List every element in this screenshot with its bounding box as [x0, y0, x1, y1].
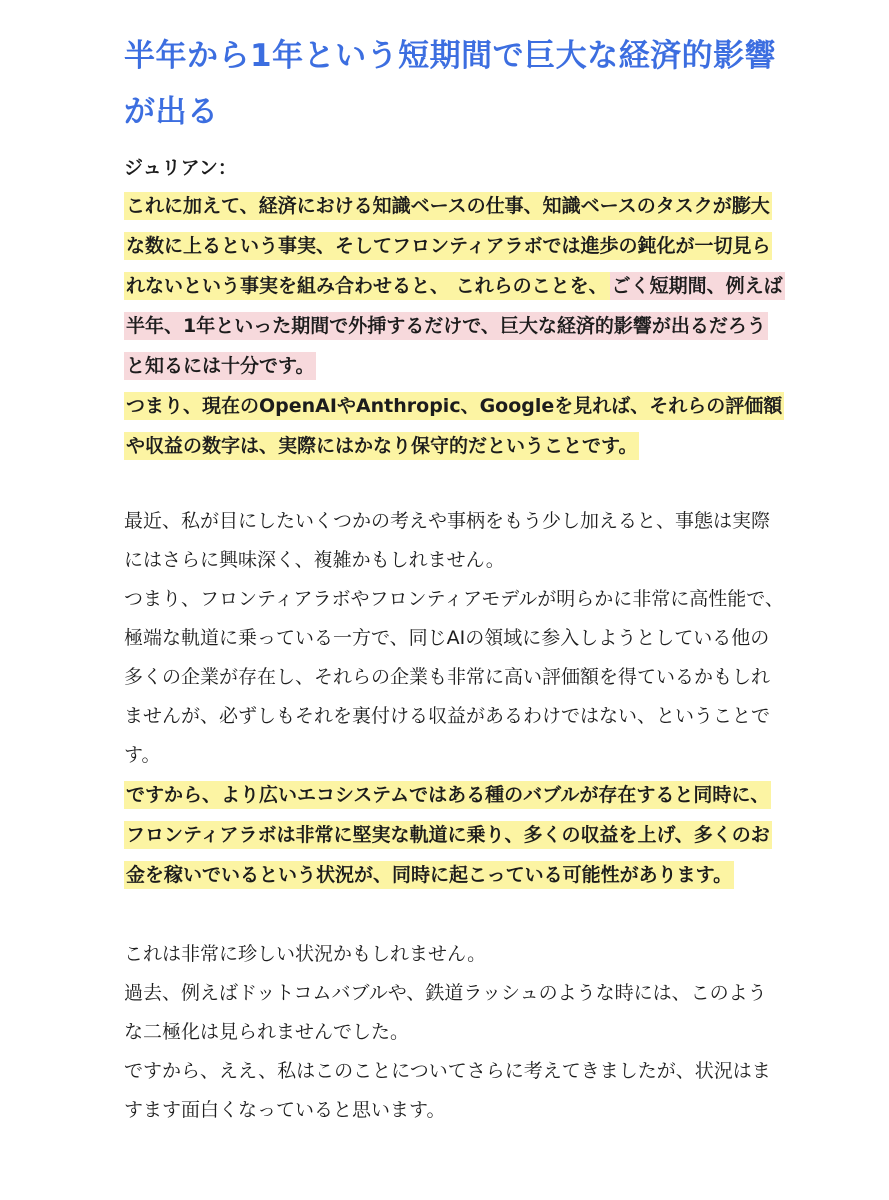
spacer — [124, 466, 784, 502]
paragraph-3: これは非常に珍しい状況かもしれません。 — [124, 943, 487, 965]
article — [124, 28, 784, 1130]
spacer — [124, 895, 784, 935]
yellow-highlight-1: これに加えて、経済における知識ベースの仕事、知識ベースのタスクが膨大な数に上るという事実、そしてフロンティアラボでは進歩の鈍化が一切見られないという事実を組み合わせると、 これらのことを、 — [124, 192, 772, 300]
highlighted-paragraph-2 — [124, 775, 784, 895]
paragraph-5: ですから、ええ、私はこのことについてさらに考えてきましたが、状況はますます面白くなっていると思います。 — [124, 1060, 771, 1121]
paragraph-2: つまり、フロンティアラボやフロンティアモデルが明らかに非常に高性能で、極端な軌道に乗っている一方で、同じAIの領域に参入しようとしている他の多くの企業が存在し、それらの企業も非常に高い評価額を得ているかもしれませんが、必ずしもそれを裏付ける収益があるわけではない、ということです。 — [124, 588, 784, 766]
yellow-highlight-3: ですから、より広いエコシステムではある種のバブルが存在すると同時に、フロンティアラボは非常に堅実な軌道に乗り、多くの収益を上げ、多くのお金を稼いでいるという状況が、同時に起こっている可能性があります。 — [124, 781, 772, 889]
highlighted-paragraph-1 — [124, 186, 784, 466]
yellow-highlight-2: つまり、現在のOpenAIやAnthropic、Googleを見れば、それらの評価額や収益の数字は、実際にはかなり保守的だということです。 — [124, 392, 784, 460]
section-heading: 半年から1年という短期間で巨大な経済的影響が出る — [124, 38, 777, 130]
pink-highlight: ごく短期間、例えば半年、1年といった期間で外挿するだけで、巨大な経済的影響が出るだろうと知るには十分です。 — [124, 272, 785, 380]
paragraph-4: 過去、例えばドットコムバブルや、鉄道ラッシュのような時には、このような二極化は見られませんでした。 — [124, 982, 767, 1043]
speaker-label: ジュリアン： — [124, 157, 237, 179]
paragraph-1: 最近、私が目にしたいくつかの考えや事柄をもう少し加えると、事態は実際にはさらに興味深く、複雑かもしれません。 — [124, 510, 771, 571]
